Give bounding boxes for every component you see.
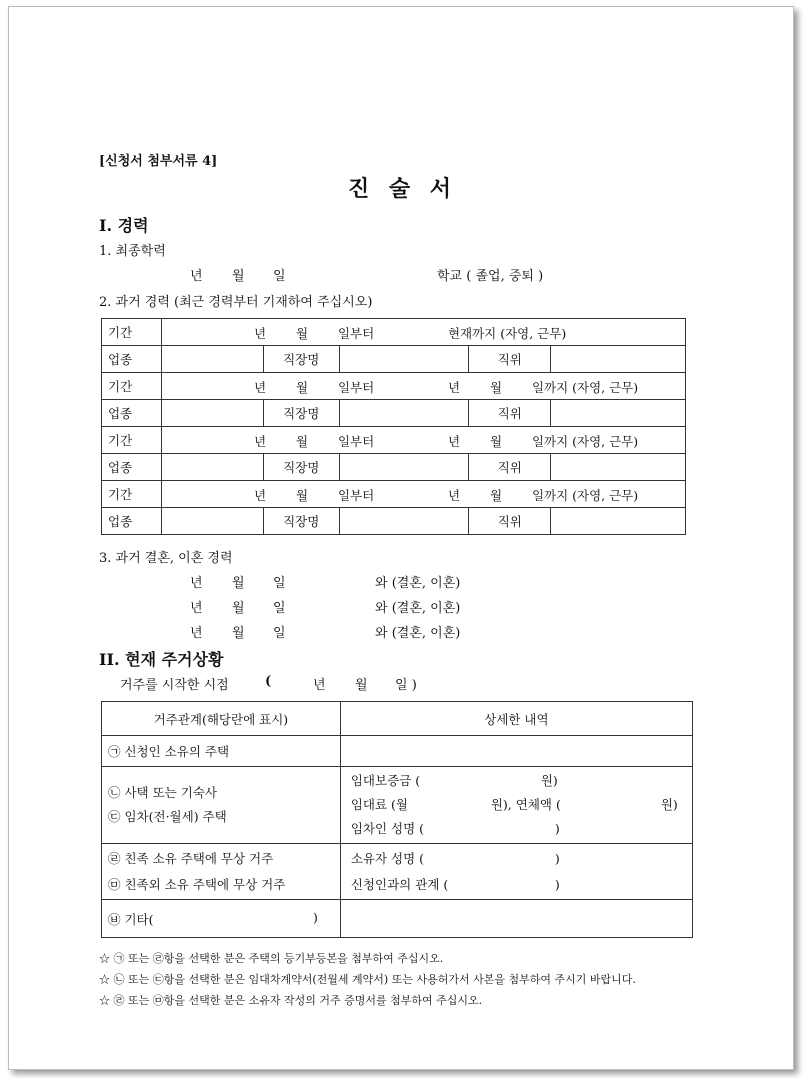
- industry-label: 업종: [102, 346, 162, 373]
- workplace-label: 직장명: [263, 508, 339, 535]
- deposit-label: 임대보증금 (: [350, 773, 421, 788]
- option-other[interactable]: [102, 900, 341, 938]
- item2-label: 2. 과거 경력 (최근 경력부터 기재하여 주십시오): [99, 295, 373, 310]
- period-value[interactable]: 년 월 일부터 년 월 일까지 (자영, 근무): [161, 481, 685, 508]
- item1-year: 년: [190, 269, 203, 284]
- note-1: ☆ ㉠ 또는 ㉣항을 선택한 분은 주택의 등기부등본을 첨부하여 주십시오.: [99, 952, 444, 965]
- attachment-tag: [신청서 첨부서류 4]: [99, 154, 218, 169]
- industry-label: 업종: [102, 400, 162, 427]
- residence-start-month: 월: [355, 678, 368, 693]
- career-detail-row: [102, 508, 686, 535]
- item1-month: 월: [232, 269, 245, 284]
- industry-input[interactable]: [161, 508, 263, 535]
- residence-own-row: [102, 736, 693, 767]
- relation-label: 신청인과의 관계 (: [350, 876, 449, 892]
- workplace-label: 직장명: [263, 346, 339, 373]
- option-relative-house[interactable]: ㉣ 친족 소유 주택에 무상 거주: [108, 850, 274, 866]
- option-own-house[interactable]: ㉠ 신청인 소유의 주택: [102, 736, 341, 767]
- page-title: 진 술 서: [347, 177, 458, 202]
- residence-start-label: 거주를 시작한 시점: [120, 678, 229, 693]
- career-period-row: [102, 427, 686, 454]
- position-label: 직위: [469, 508, 551, 535]
- residence-start-day: 일 ): [395, 678, 417, 693]
- residence-start-open: (: [265, 674, 272, 689]
- position-label: 직위: [469, 346, 551, 373]
- rent-detail-cell[interactable]: [340, 767, 692, 844]
- industry-input[interactable]: [161, 346, 263, 373]
- section2-heading: II. 현재 주거상황: [99, 650, 224, 669]
- deposit-unit: 원): [540, 773, 558, 788]
- note-3: ☆ ㉣ 또는 ㉤항을 선택한 분은 소유자 작성의 거주 증명서를 첨부하여 주십시오.: [99, 994, 483, 1007]
- own-house-detail[interactable]: [340, 736, 692, 767]
- position-input[interactable]: [551, 508, 686, 535]
- workplace-input[interactable]: [339, 508, 469, 535]
- rent-unit: 원), 연체액 (: [490, 797, 561, 812]
- tenant-name-label: 임차인 성명 (: [350, 821, 425, 836]
- period-label: 기간: [102, 373, 162, 400]
- owner-detail-cell[interactable]: [340, 844, 692, 900]
- period-value[interactable]: 년 월 일부터 년 월 일까지 (자영, 근무): [161, 373, 685, 400]
- period-label: 기간: [102, 427, 162, 454]
- residence-detail-header: 상세한 내역: [340, 702, 692, 736]
- item1-school: 학교 ( 졸업, 중퇴 ): [437, 269, 544, 284]
- career-period-row: [102, 319, 686, 346]
- industry-input[interactable]: [161, 400, 263, 427]
- period-value[interactable]: 년 월 일부터 현재까지 (자영, 근무): [161, 319, 685, 346]
- position-input[interactable]: [551, 346, 686, 373]
- option-company-housing[interactable]: ㉡ 사택 또는 기숙사: [108, 785, 217, 800]
- owner-name-close: ): [554, 850, 560, 866]
- residence-header-row: [102, 702, 693, 736]
- item3-label: 3. 과거 결혼, 이혼 경력: [99, 551, 233, 566]
- period-label: 기간: [102, 481, 162, 508]
- section1-heading: I. 경력: [99, 216, 149, 235]
- workplace-input[interactable]: [339, 454, 469, 481]
- workplace-label: 직장명: [263, 400, 339, 427]
- career-detail-row: [102, 454, 686, 481]
- item1-day: 일: [273, 269, 286, 284]
- position-label: 직위: [469, 400, 551, 427]
- position-input[interactable]: [551, 400, 686, 427]
- career-period-row: [102, 373, 686, 400]
- industry-input[interactable]: [161, 454, 263, 481]
- career-detail-row: [102, 346, 686, 373]
- position-label: 직위: [469, 454, 551, 481]
- workplace-input[interactable]: [339, 346, 469, 373]
- tenant-name-close: ): [554, 821, 560, 836]
- industry-label: 업종: [102, 508, 162, 535]
- residence-free-row: [102, 844, 693, 900]
- position-input[interactable]: [551, 454, 686, 481]
- residence-rent-row: [102, 767, 693, 844]
- workplace-input[interactable]: [339, 400, 469, 427]
- residence-relation-header: 거주관계(해당란에 표시): [102, 702, 341, 736]
- residence-table: [101, 701, 693, 938]
- other-detail[interactable]: [340, 900, 692, 938]
- industry-label: 업종: [102, 454, 162, 481]
- option-nonrelative-house[interactable]: ㉤ 친족외 소유 주택에 무상 거주: [108, 876, 286, 892]
- career-period-row: [102, 481, 686, 508]
- rent-label: 임대료 (월: [350, 797, 408, 812]
- period-label: 기간: [102, 319, 162, 346]
- item1-label: 1. 최종학력: [99, 244, 166, 259]
- option-other-label: ㉥ 기타(: [108, 911, 154, 927]
- owner-name-label: 소유자 성명 (: [350, 850, 425, 866]
- period-value[interactable]: 년 월 일부터 년 월 일까지 (자영, 근무): [161, 427, 685, 454]
- career-detail-row: [102, 400, 686, 427]
- residence-start-year: 년: [313, 678, 326, 693]
- arrears-unit: 원): [660, 797, 678, 812]
- note-2: ☆ ㉡ 또는 ㉢항을 선택한 분은 임대차계약서(전월세 계약서) 또는 사용허가서 사본을 첨부하여 주시기 바랍니다.: [99, 973, 636, 986]
- residence-other-row: [102, 900, 693, 938]
- career-table: [101, 318, 686, 535]
- option-other-close: ): [313, 910, 318, 925]
- relation-close: ): [554, 876, 560, 892]
- workplace-label: 직장명: [263, 454, 339, 481]
- option-rented-house[interactable]: ㉢ 임차(전·월세) 주택: [108, 809, 227, 824]
